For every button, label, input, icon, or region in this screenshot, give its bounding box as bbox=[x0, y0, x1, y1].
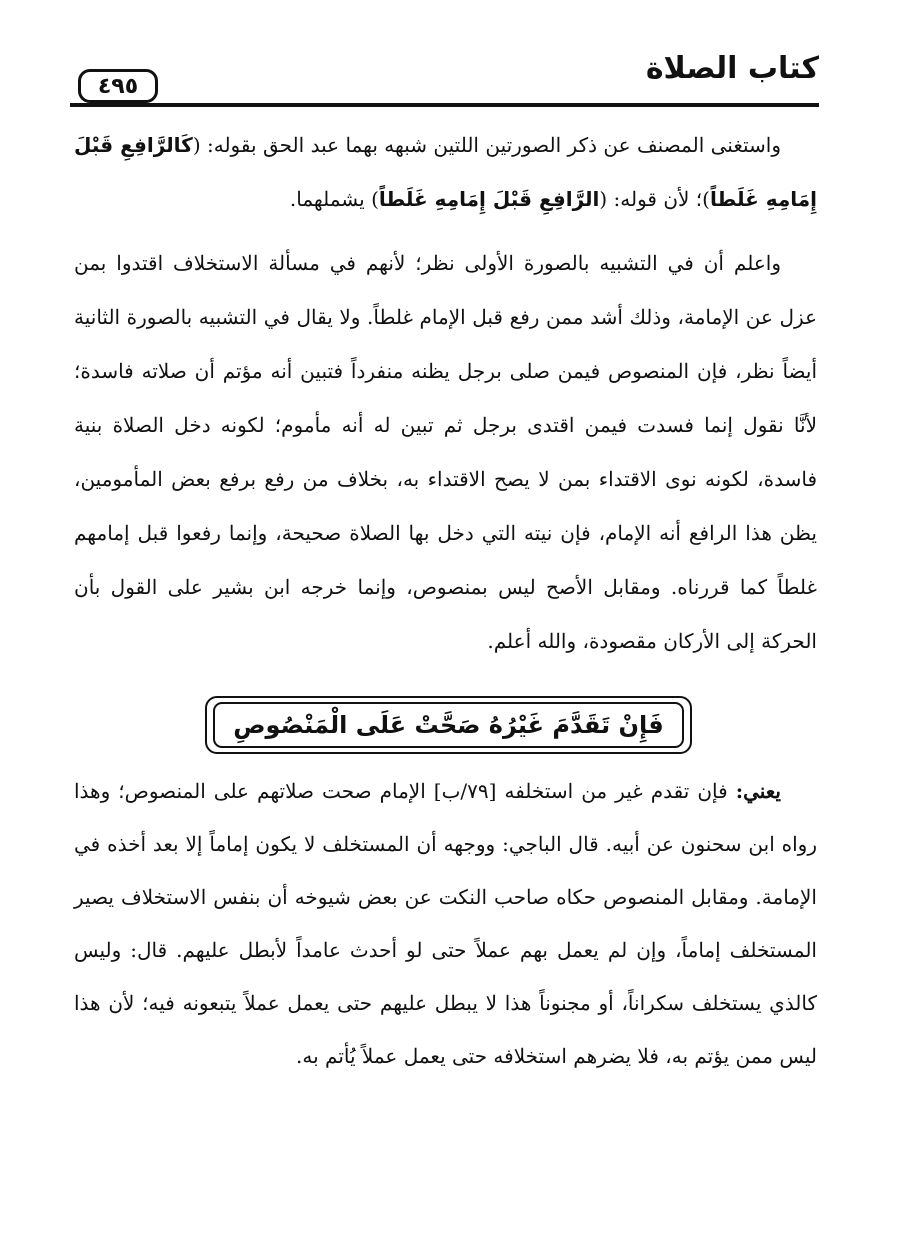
section-heading: فَإِنْ تَقَدَّمَ غَيْرُهُ صَحَّتْ عَلَى الْمَنْصُوصِ bbox=[213, 702, 684, 748]
text-run: ) يشملهما. bbox=[289, 187, 379, 211]
paragraph bbox=[74, 118, 817, 226]
section-heading-wrap bbox=[0, 696, 897, 754]
lead-word: يعني: bbox=[735, 779, 781, 803]
text-run: فإن تقدم غير من استخلفه [٧٩/ب] الإمام صحت صلاتهم على المنصوص؛ وهذا رواه ابن سحنون عن أبيه. قال الباجي: ووجهه أن المستخلف لا يكون إماماً إلا بعد أخذه في الإمامة. ومقابل المنصوص حكاه صاحب النكت عن بعض شيوخه أن بنفس الاستخلاف يصير المستخلف إماماً، وإن لم يعمل بهم عملاً حتى لو أحدث عامداً لأبطل عليهم. قال: وليس كالذي يستخلف سكراناً، أو مجنوناً هذا لا يبطل عليهم حتى يعمل عملاً يتبعونه فيه؛ لأن هذا ليس ممن يؤتم به، فلا يضرهم استخلافه حتى يعمل عملاً يُأتم به. bbox=[74, 779, 817, 1068]
quoted-text: الرَّافِعِ قَبْلَ إِمَامِهِ غَلَطاً bbox=[378, 187, 600, 211]
text-run: )؛ لأن قوله: ( bbox=[599, 187, 710, 211]
section-heading-frame bbox=[205, 696, 692, 754]
page-number: ٤٩٥ bbox=[78, 69, 158, 103]
paragraph bbox=[74, 765, 817, 1083]
text-run: واستغنى المصنف عن ذكر الصورتين اللتين شبهه بهما عبد الحق بقوله: ( bbox=[192, 133, 781, 157]
header-rule bbox=[70, 103, 819, 107]
paragraph: واعلم أن في التشبيه بالصورة الأولى نظر؛ لأنهم في مسألة الاستخلاف اقتدوا بمن عزل عن الإمامة، وذلك أشد ممن رفع قبل الإمام غلطاً. ولا يقال في التشبيه بالصورة الثانية أيضاً نظر، فإن المنصوص فيمن صلى برجل يظنه منفرداً فتبين أنه مؤتم أن صلاته فاسدة؛ لأنَّا نقول إنما فسدت فيمن اقتدى برجل ثم تبين له أنه مأموم؛ لكونه دخل الصلاة بنية فاسدة، لكونه نوى الاقتداء بمن لا يصح الاقتداء به، بخلاف من رفع برفع بعض المأمومين، يظن هذا الرافع أنه الإمام، فإن نيته التي دخل بها الصلاة صحيحة، وإنما رفعوا قبل إمامهم غلطاً كما قررناه. ومقابل الأصح ليس بمنصوص، وإنما خرجه ابن بشير على القول بأن الحركة إلى الأركان مقصودة، والله أعلم. bbox=[74, 251, 818, 653]
page-header bbox=[70, 45, 819, 107]
quoted-text: كَالرَّافِعِ قَبْلَ إِمَامِهِ غَلَطاً bbox=[74, 133, 817, 211]
running-title: كتاب الصلاة bbox=[645, 51, 819, 86]
body-text-section-2 bbox=[74, 765, 817, 1083]
body-text-section-1 bbox=[74, 118, 817, 668]
